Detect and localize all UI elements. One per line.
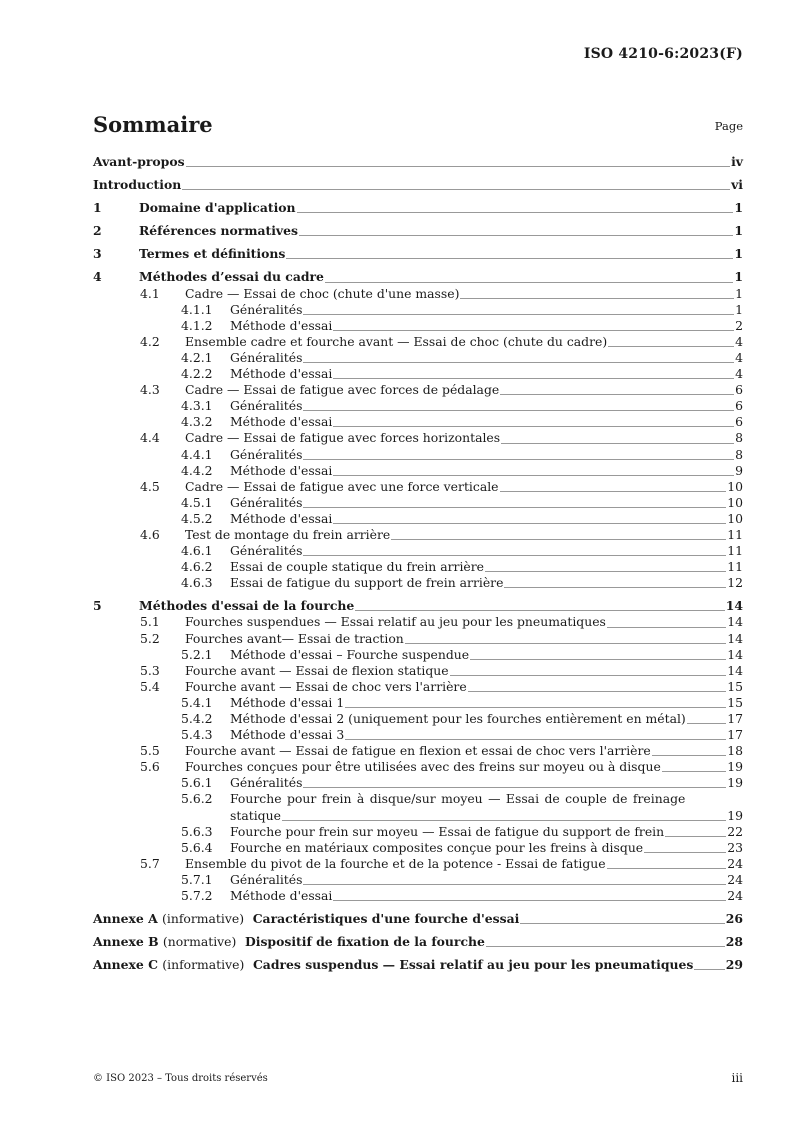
toc-section-4-3-1[interactable]: 4.3.1 Généralités 6 (181, 398, 743, 414)
toc-section-2[interactable]: 2 Références normatives 1 (93, 223, 743, 239)
toc-annex-c[interactable]: Annexe C (informative) Cadres suspendus — Essai relatif au jeu pour les pneumatiques 29 (93, 957, 743, 973)
toc-section-4-2[interactable]: 4.2 Ensemble cadre et fourche avant — Essai de choc (chute du cadre) 4 (140, 333, 743, 349)
toc-section-4-1[interactable]: 4.1 Cadre — Essai de choc (chute d'une masse) 1 (140, 285, 743, 301)
toc-section-5-3[interactable]: 5.3 Fourche avant — Essai de flexion statique 14 (140, 662, 743, 678)
toc-section-4-4-1[interactable]: 4.4.1 Généralités 8 (181, 446, 743, 462)
toc-section-4-4[interactable]: 4.4 Cadre — Essai de fatigue avec forces horizontales 8 (140, 430, 743, 446)
toc-section-5-6-2-line1[interactable]: 5.6.2 Fourche pour frein à disque/sur moyeu — Essai de couple de freinage (181, 791, 686, 807)
toc-section-5-6-1[interactable]: 5.6.1 Généralités 19 (181, 775, 743, 791)
toc-section-4-3[interactable]: 4.3 Cadre — Essai de fatigue avec forces de pédalage 6 (140, 382, 743, 398)
toc-section-5-1[interactable]: 5.1 Fourches suspendues — Essai relatif au jeu pour les pneumatiques 14 (140, 614, 743, 630)
toc-section-4-6-1[interactable]: 4.6.1 Généralités 11 (181, 543, 743, 559)
toc-introduction[interactable]: Introduction vi (93, 177, 743, 193)
document-id: ISO 4210-6:2023(F) (583, 46, 743, 62)
toc-section-4[interactable]: 4 Méthodes d’essai du cadre 1 (93, 269, 743, 285)
toc-section-4-1-2[interactable]: 4.1.2 Méthode d'essai 2 (181, 317, 743, 333)
toc-section-5[interactable]: 5 Méthodes d'essai de la fourche 14 (93, 598, 743, 614)
toc-annex-b[interactable]: Annexe B (normative) Dispositif de fixation de la fourche 28 (93, 934, 743, 950)
toc-section-5-2-1[interactable]: 5.2.1 Méthode d'essai – Fourche suspendue 14 (181, 646, 743, 662)
toc-section-4-6[interactable]: 4.6 Test de montage du frein arrière 11 (140, 526, 743, 542)
footer-copyright: © ISO 2023 – Tous droits réservés (93, 1073, 268, 1084)
toc-section-5-6-4[interactable]: 5.6.4 Fourche en matériaux composites conçue pour les freins à disque 23 (181, 839, 743, 855)
toc-section-4-5[interactable]: 4.5 Cadre — Essai de fatigue avec une force verticale 10 (140, 478, 743, 494)
toc-section-5-6[interactable]: 5.6 Fourches conçues pour être utilisées avec des freins sur moyeu ou à disque 19 (140, 759, 743, 775)
toc-section-4-4-2[interactable]: 4.4.2 Méthode d'essai 9 (181, 462, 743, 478)
toc-section-4-3-2[interactable]: 4.3.2 Méthode d'essai 6 (181, 414, 743, 430)
toc-section-4-5-2[interactable]: 4.5.2 Méthode d'essai 10 (181, 510, 743, 526)
toc-section-3[interactable]: 3 Termes et définitions 1 (93, 246, 743, 262)
toc-section-1[interactable]: 1 Domaine d'application 1 (93, 200, 743, 216)
toc-section-5-4-1[interactable]: 5.4.1 Méthode d'essai 1 15 (181, 694, 743, 710)
toc-section-4-2-1[interactable]: 4.2.1 Généralités 4 (181, 349, 743, 365)
page-title: Sommaire (93, 112, 213, 137)
toc-section-5-5[interactable]: 5.5 Fourche avant — Essai de fatigue en flexion et essai de choc vers l'arrière 18 (140, 743, 743, 759)
toc-section-4-6-2[interactable]: 4.6.2 Essai de couple statique du frein arrière 11 (181, 559, 743, 575)
toc-section-5-6-2-line2[interactable]: statique 19 (230, 807, 743, 823)
toc-section-4-2-2[interactable]: 4.2.2 Méthode d'essai 4 (181, 366, 743, 382)
toc-section-4-6-3[interactable]: 4.6.3 Essai de fatigue du support de frein arrière 12 (181, 575, 743, 591)
toc-section-5-7[interactable]: 5.7 Ensemble du pivot de la fourche et de la potence - Essai de fatigue 24 (140, 855, 743, 871)
toc-section-5-4-3[interactable]: 5.4.3 Méthode d'essai 3 17 (181, 727, 743, 743)
footer-page-number: iii (731, 1071, 743, 1085)
toc-section-5-7-1[interactable]: 5.7.1 Généralités 24 (181, 871, 743, 887)
toc-section-4-1-1[interactable]: 4.1.1 Généralités 1 (181, 301, 743, 317)
toc-section-5-2[interactable]: 5.2 Fourches avant— Essai de traction 14 (140, 630, 743, 646)
toc-section-5-7-2[interactable]: 5.7.2 Méthode d'essai 24 (181, 888, 743, 904)
toc-section-5-6-3[interactable]: 5.6.3 Fourche pour frein sur moyeu — Essai de fatigue du support de frein 22 (181, 823, 743, 839)
page-column-label: Page (714, 119, 743, 133)
table-of-contents (93, 154, 743, 973)
toc-section-5-4-2[interactable]: 5.4.2 Méthode d'essai 2 (uniquement pour les fourches entièrement en métal) 17 (181, 711, 743, 726)
toc-section-5-4[interactable]: 5.4 Fourche avant — Essai de choc vers l'arrière 15 (140, 678, 743, 694)
toc-avant-propos[interactable]: Avant-propos iv (93, 154, 743, 169)
toc-annex-a[interactable]: Annexe A (informative) Caractéristiques d'une fourche d'essai 26 (93, 911, 743, 927)
toc-section-4-5-1[interactable]: 4.5.1 Généralités 10 (181, 494, 743, 510)
